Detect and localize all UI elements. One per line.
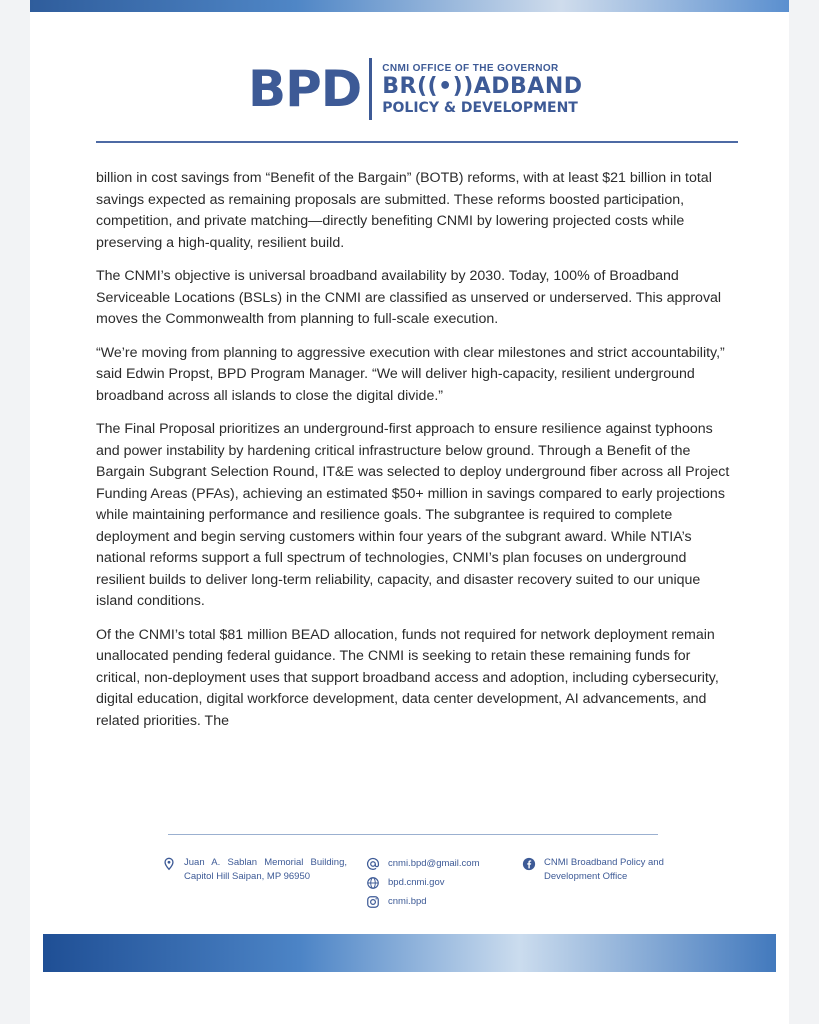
bpd-logo [248,56,583,122]
logo-divider [369,58,372,120]
document-body [96,168,736,744]
header-divider [96,141,738,143]
paragraph: The CNMI’s objective is universal broadband availability by 2030. Today, 100% of Broadband Serviceable Locations (BSLs) in the CNMI are classified as unserved or underserved. This approval moves the Commonwealth from planning to full-scale execution. [96,268,722,327]
logo-mark: BPD [248,60,362,118]
facebook-icon [522,857,536,871]
footer-contacts [366,856,516,913]
address-text: Juan A. Sablan Memorial Building, Capitol Hill Saipan, MP 96950 [184,857,347,882]
email-link[interactable]: cnmi.bpd@gmail.com [388,858,480,869]
paragraph: Of the CNMI’s total $81 million BEAD allocation, funds not required for network deployment remain unallocated pending federal guidance. The CNMI is seeking to retain these remaining funds for critical, non-deployment uses that support broadband access and adoption, including cybersecurity, digital education, digital workforce development, data center development, AI advancements, and related priorities. The [96,626,719,729]
email-row [366,856,516,871]
location-pin-icon [162,857,176,871]
website-link[interactable]: bpd.cnmi.gov [388,877,445,888]
instagram-link[interactable]: cnmi.bpd [388,896,427,907]
instagram-icon [366,895,380,909]
logo-policy-line: POLICY & DEVELOPMENT [382,99,578,116]
globe-icon [366,876,380,890]
bottom-color-band [43,934,776,972]
logo-broadband-line: BR((•))ADBAND [382,73,583,99]
footer-facebook [522,856,672,884]
instagram-row [366,894,516,909]
footer-address [162,856,347,884]
website-row [366,875,516,890]
paragraph: The Final Proposal prioritizes an underground-first approach to ensure resilience against typhoons and power instability by hardening critical infrastructure below ground. Through a Benefit of the Bargain Subgrant Selection Round, IT&E was selected to deploy underground fiber across all Project Funding Areas (PFAs), achieving an estimated $50+ million in savings compared to early projections while maintaining performance and resilience goals. The subgrantee is required to complete deployment and begin serving customers within four years of the subgrant award. While NTIA’s national reforms support a full spectrum of technologies, CNMI’s plan focuses on underground resilient builds to deliver long-term reliability, capacity, and disaster recovery suited to our unique island conditions. [96,421,730,609]
logo-text [382,62,582,117]
logo-office-line: CNMI OFFICE OF THE GOVERNOR [382,62,559,74]
footer-divider [168,834,658,835]
facebook-link[interactable]: CNMI Broadband Policy and Development Office [544,857,664,882]
top-color-band [30,0,789,12]
paragraph: “We’re moving from planning to aggressive execution with clear milestones and strict accountability,” said Edwin Propst, BPD Program Manager. “We will deliver high-capacity, resilient underground broadband across all islands to close the digital divide.” [96,344,725,404]
at-sign-icon [366,857,380,871]
paragraph: billion in cost savings from “Benefit of the Bargain” (BOTB) reforms, with at least $21 billion in total savings expected as remaining proposals are submitted. These reforms boosted participation, competition, and private matching—directly benefiting CNMI by lowering projected costs while preserving a high-quality, resilient build. [96,170,712,251]
